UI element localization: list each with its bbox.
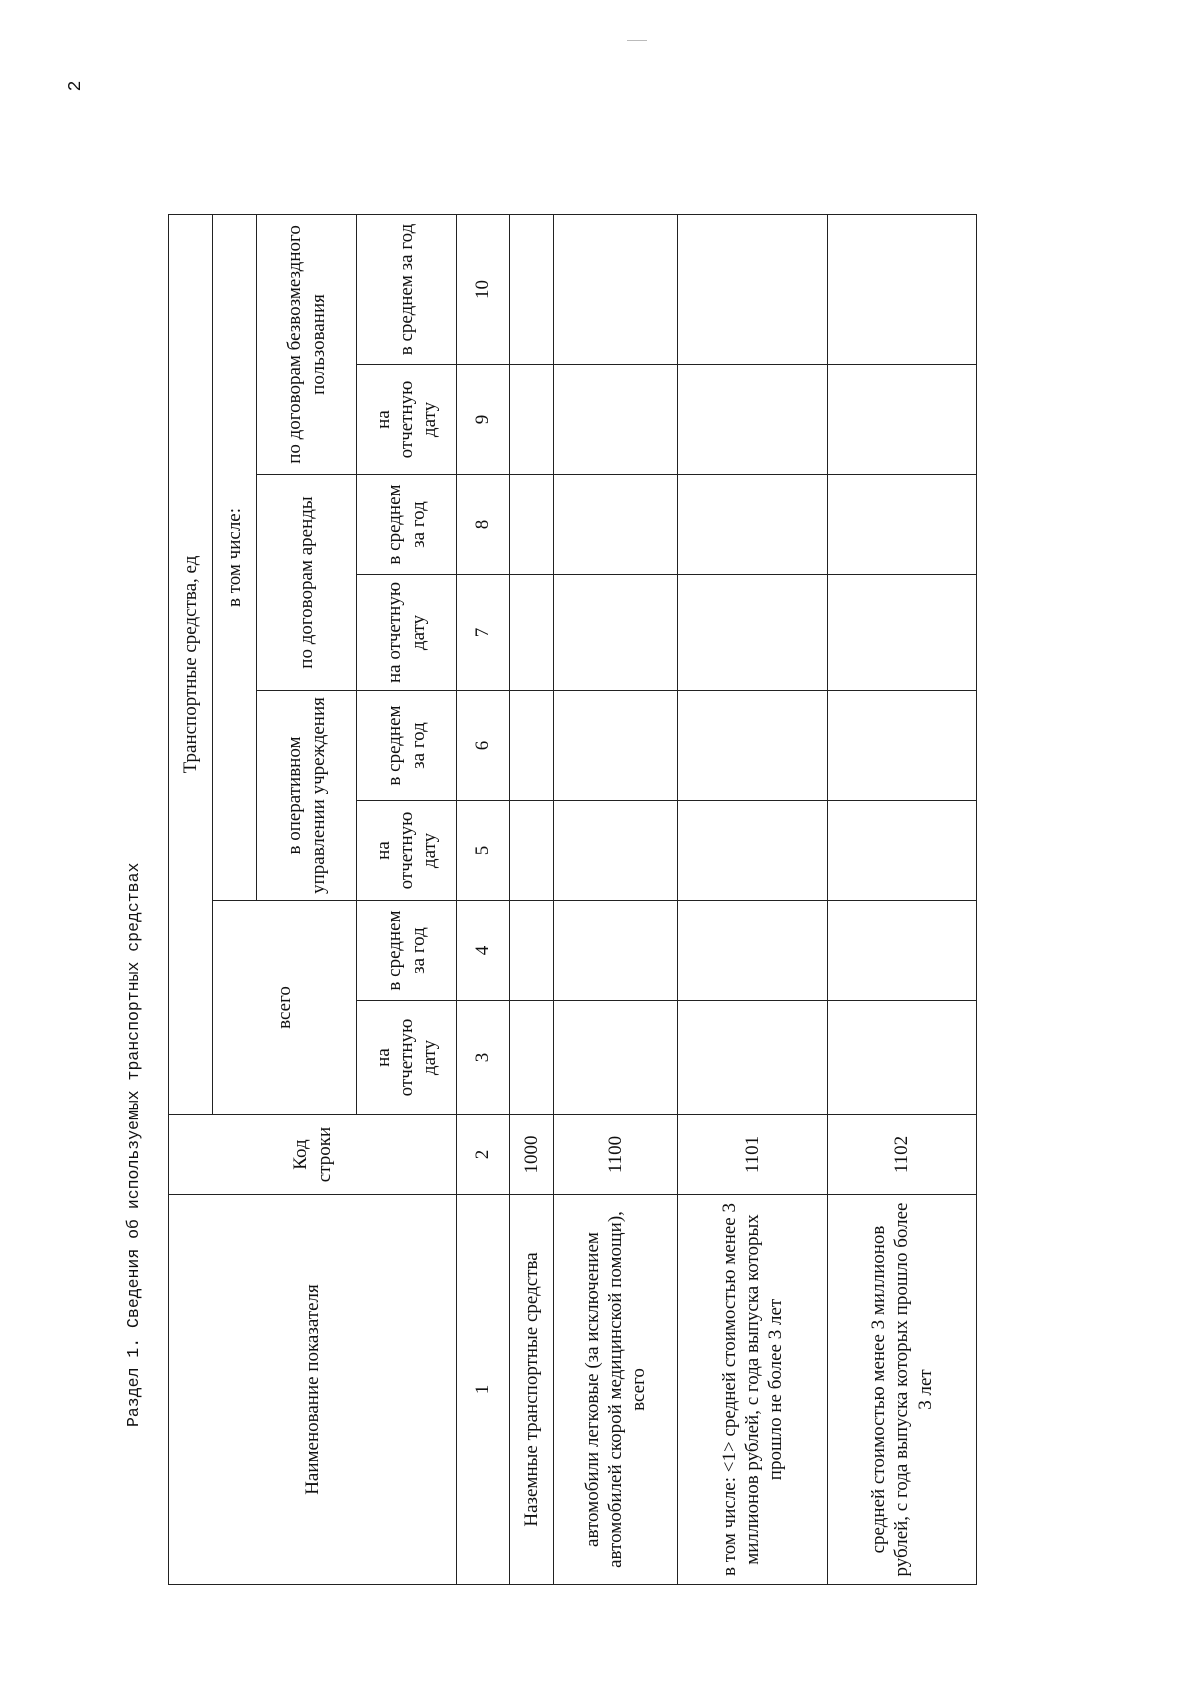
value-cell[interactable] xyxy=(678,575,828,691)
header-operative-avg: в среднем за год xyxy=(357,691,457,801)
row-code: 1101 xyxy=(678,1115,828,1195)
column-number: 1 xyxy=(457,1195,510,1585)
value-cell[interactable] xyxy=(510,475,554,575)
header-name: Наименование показателя xyxy=(169,1195,457,1585)
table-row xyxy=(678,214,828,1584)
value-cell[interactable] xyxy=(828,365,977,475)
value-cell[interactable] xyxy=(554,691,678,801)
value-cell[interactable] xyxy=(678,214,828,364)
row-name: в том числе: <1> средней стоимостью менее 3 миллионов рублей, с года выпуска которых прошло не более 3 лет xyxy=(678,1195,828,1585)
value-cell[interactable] xyxy=(510,575,554,691)
header-free-use: по договорам безвозмездного пользования xyxy=(257,214,357,474)
row-code: 1102 xyxy=(828,1115,977,1195)
value-cell[interactable] xyxy=(678,691,828,801)
column-number: 7 xyxy=(457,575,510,691)
row-name: средней стоимостью менее 3 миллионов рублей, с года выпуска которых прошло более 3 лет xyxy=(828,1195,977,1585)
header-operative-on-date: на отчетную дату xyxy=(357,801,457,901)
table-row xyxy=(510,214,554,1584)
header-lease-on-date: на отчетную дату xyxy=(357,575,457,691)
value-cell[interactable] xyxy=(554,214,678,364)
value-cell[interactable] xyxy=(510,214,554,364)
header-including: в том числе: xyxy=(213,214,257,900)
value-cell[interactable] xyxy=(554,365,678,475)
value-cell[interactable] xyxy=(554,1001,678,1115)
value-cell[interactable] xyxy=(828,901,977,1001)
scan-mark xyxy=(627,40,647,41)
row-code: 1000 xyxy=(510,1115,554,1195)
report-table-container xyxy=(168,215,1003,1585)
value-cell[interactable] xyxy=(510,691,554,801)
value-cell[interactable] xyxy=(510,1001,554,1115)
header-total-avg: в среднем за год xyxy=(357,901,457,1001)
value-cell[interactable] xyxy=(828,475,977,575)
column-number: 3 xyxy=(457,1001,510,1115)
header-vehicles-group: Транспортные средства, ед xyxy=(169,214,213,1114)
row-name: Наземные транспортные средства xyxy=(510,1195,554,1585)
value-cell[interactable] xyxy=(678,475,828,575)
value-cell[interactable] xyxy=(554,575,678,691)
header-lease-avg: в среднем за год xyxy=(357,475,457,575)
column-number: 10 xyxy=(457,214,510,364)
report-table xyxy=(168,214,977,1585)
table-row xyxy=(554,214,678,1584)
value-cell[interactable] xyxy=(828,1001,977,1115)
value-cell[interactable] xyxy=(554,475,678,575)
row-code: 1100 xyxy=(554,1115,678,1195)
column-number: 6 xyxy=(457,691,510,801)
header-code: Код строки xyxy=(169,1115,457,1195)
column-number: 9 xyxy=(457,365,510,475)
value-cell[interactable] xyxy=(554,801,678,901)
value-cell[interactable] xyxy=(828,575,977,691)
column-number-row xyxy=(457,214,510,1584)
value-cell[interactable] xyxy=(510,365,554,475)
value-cell[interactable] xyxy=(554,901,678,1001)
value-cell[interactable] xyxy=(678,801,828,901)
value-cell[interactable] xyxy=(510,901,554,1001)
column-number: 8 xyxy=(457,475,510,575)
section-title: Раздел 1. Сведения об используемых транспортных средствах xyxy=(124,862,143,1427)
value-cell[interactable] xyxy=(510,801,554,901)
value-cell[interactable] xyxy=(828,801,977,901)
header-operative: в оперативном управлении учреждения xyxy=(257,691,357,901)
value-cell[interactable] xyxy=(828,214,977,364)
header-total: всего xyxy=(213,901,357,1115)
header-free-avg: в среднем за год xyxy=(357,214,457,364)
page-number: 2 xyxy=(66,80,86,92)
header-free-on-date: на отчетную дату xyxy=(357,365,457,475)
column-number: 4 xyxy=(457,901,510,1001)
table-row xyxy=(828,214,977,1584)
value-cell[interactable] xyxy=(828,691,977,801)
column-number: 5 xyxy=(457,801,510,901)
header-lease: по договорам аренды xyxy=(257,475,357,691)
value-cell[interactable] xyxy=(678,901,828,1001)
header-total-on-date: на отчетную дату xyxy=(357,1001,457,1115)
value-cell[interactable] xyxy=(678,1001,828,1115)
column-number: 2 xyxy=(457,1115,510,1195)
value-cell[interactable] xyxy=(678,365,828,475)
header-row-1 xyxy=(169,214,213,1584)
row-name: автомобили легковые (за исключением автомобилей скорой медицинской помощи), всего xyxy=(554,1195,678,1585)
